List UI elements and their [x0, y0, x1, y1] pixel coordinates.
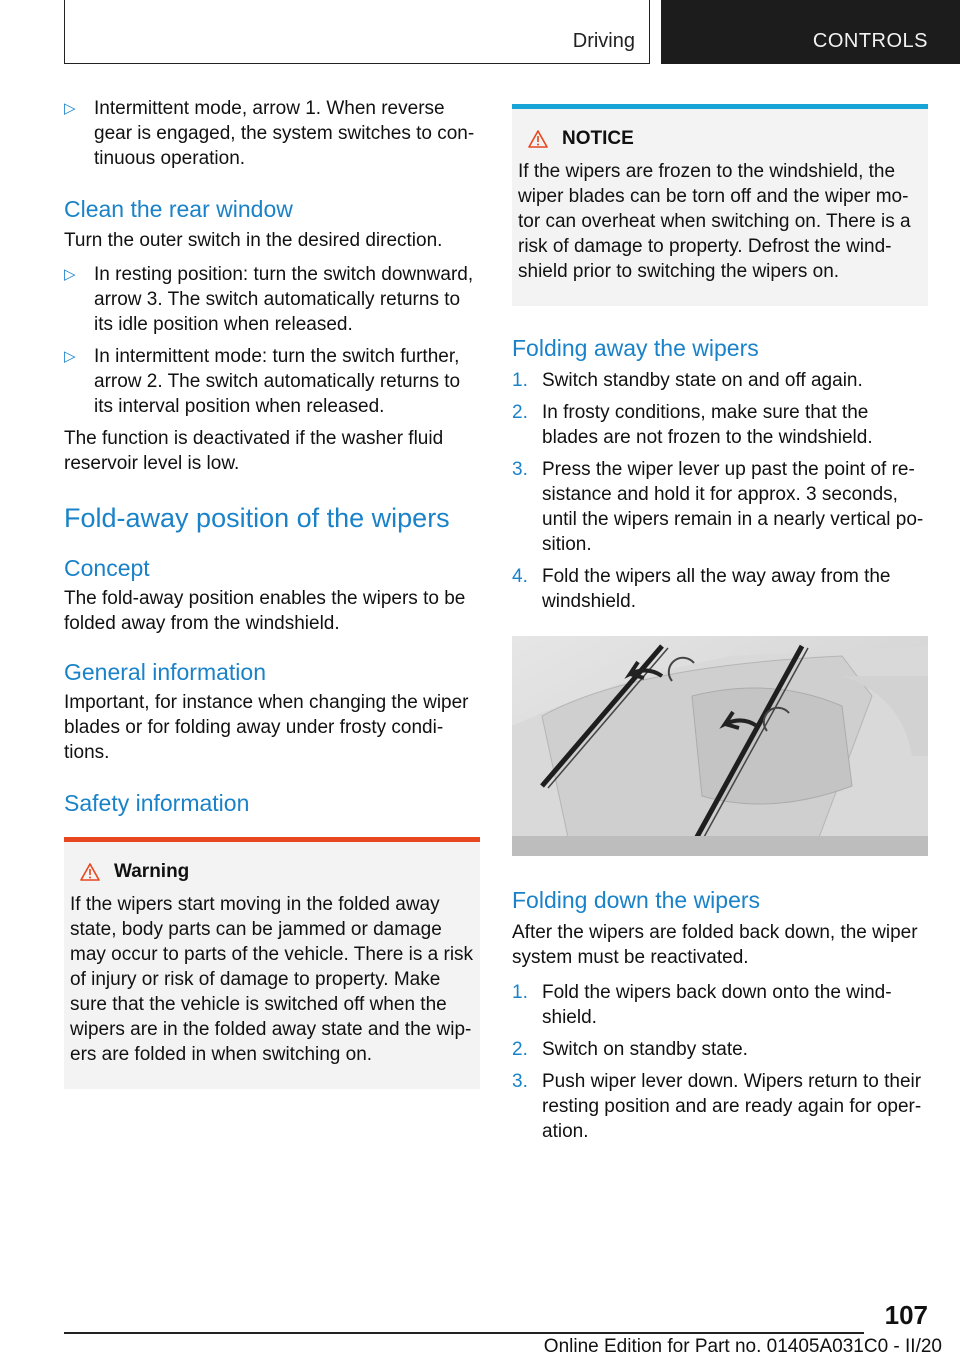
list-item: 1. Fold the wipers back down onto the windshield. [512, 982, 892, 1028]
list-item: 2. Switch on standby state. [512, 1039, 748, 1060]
warning-triangle-icon [80, 863, 100, 881]
chapter-heading: Fold-away position of the wipers [64, 503, 450, 533]
paragraph: The function is deactivated if the washer fluid reservoir level is low. [64, 428, 444, 474]
warning-box [64, 837, 480, 1089]
left-column [64, 96, 480, 1089]
warning-triangle-icon [528, 130, 548, 148]
section-heading: Concept [64, 555, 150, 581]
list-item: 2. In frosty conditions, make sure that the blades are not frozen to the windshield. [512, 402, 873, 448]
warning-text: If the wipers start moving in the folded away state, body parts can be jammed or damage may occur to parts of the vehicle. There is a risk of injury or risk of damage to property. Make sure that the vehicle is switched off when the wipers are in the folded away state and the wipers are folded in when switching on. [70, 894, 474, 1065]
paragraph: The fold-away position enables the wipers to be folded away from the windshield. [64, 588, 466, 634]
header-section-label: Driving [572, 30, 635, 52]
list-item: 3. Press the wiper lever up past the point of resistance and hold it for approx. 3 seconds, until the wipers remain in a nearly vertical position. [512, 459, 924, 555]
paragraph: After the wipers are folded back down, the wiper system must be reactivated. [512, 922, 918, 968]
list-item: ▷ Intermittent mode, arrow 1. When reverse gear is engaged, the system switches to continuous operation. [64, 98, 475, 169]
list-item: 3. Push wiper lever down. Wipers return to their resting position and are ready again for operation. [512, 1071, 922, 1142]
list-item: ▷ In intermittent mode: turn the switch further, arrow 2. The switch automatically returns to its interval position when released. [64, 346, 461, 417]
notice-title: NOTICE [518, 127, 922, 151]
notice-text: If the wipers are frozen to the windshield, the wiper blades can be torn off and the wiper motor can overheat when switching on. There is a risk of damage to property. Defrost the windshield prior to switching the wipers on. [518, 161, 911, 282]
footer-edition: Online Edition for Part no. 01405A031C0 - II/20 [543, 1336, 942, 1357]
paragraph: Turn the outer switch in the desired direction. [64, 230, 443, 251]
warning-title: Warning [70, 860, 474, 884]
right-column [512, 104, 928, 1151]
list-item: 4. Fold the wipers all the way away from the windshield. [512, 566, 891, 612]
section-heading: Folding away the wipers [512, 335, 759, 361]
page-number: 107 [884, 1300, 928, 1330]
triangle-right-icon: ▷ [64, 100, 76, 117]
triangle-right-icon: ▷ [64, 348, 76, 365]
wiper-illustration [512, 636, 928, 856]
section-heading: Folding down the wipers [512, 887, 761, 913]
section-heading: Safety information [64, 790, 250, 816]
folding-down-steps [512, 980, 928, 1144]
wiper-fold-image [512, 636, 928, 856]
header-chapter-label: CONTROLS [812, 30, 928, 52]
paragraph: Important, for instance when changing the wiper blades or for folding away under frosty conditions. [64, 692, 469, 763]
folding-away-steps [512, 368, 928, 614]
header-chapter-tab [661, 0, 960, 64]
notice-box [512, 104, 928, 306]
triangle-right-icon: ▷ [64, 266, 76, 283]
section-heading: General information [64, 659, 266, 685]
list-item: 1. Switch standby state on and off again. [512, 370, 863, 391]
header-section-tab [64, 0, 650, 64]
section-heading: Clean the rear window [64, 196, 293, 222]
list-item: ▷ In resting position: turn the switch downward, arrow 3. The switch automatically returns to its idle position when released. [64, 264, 474, 335]
footer-divider [64, 1332, 864, 1334]
